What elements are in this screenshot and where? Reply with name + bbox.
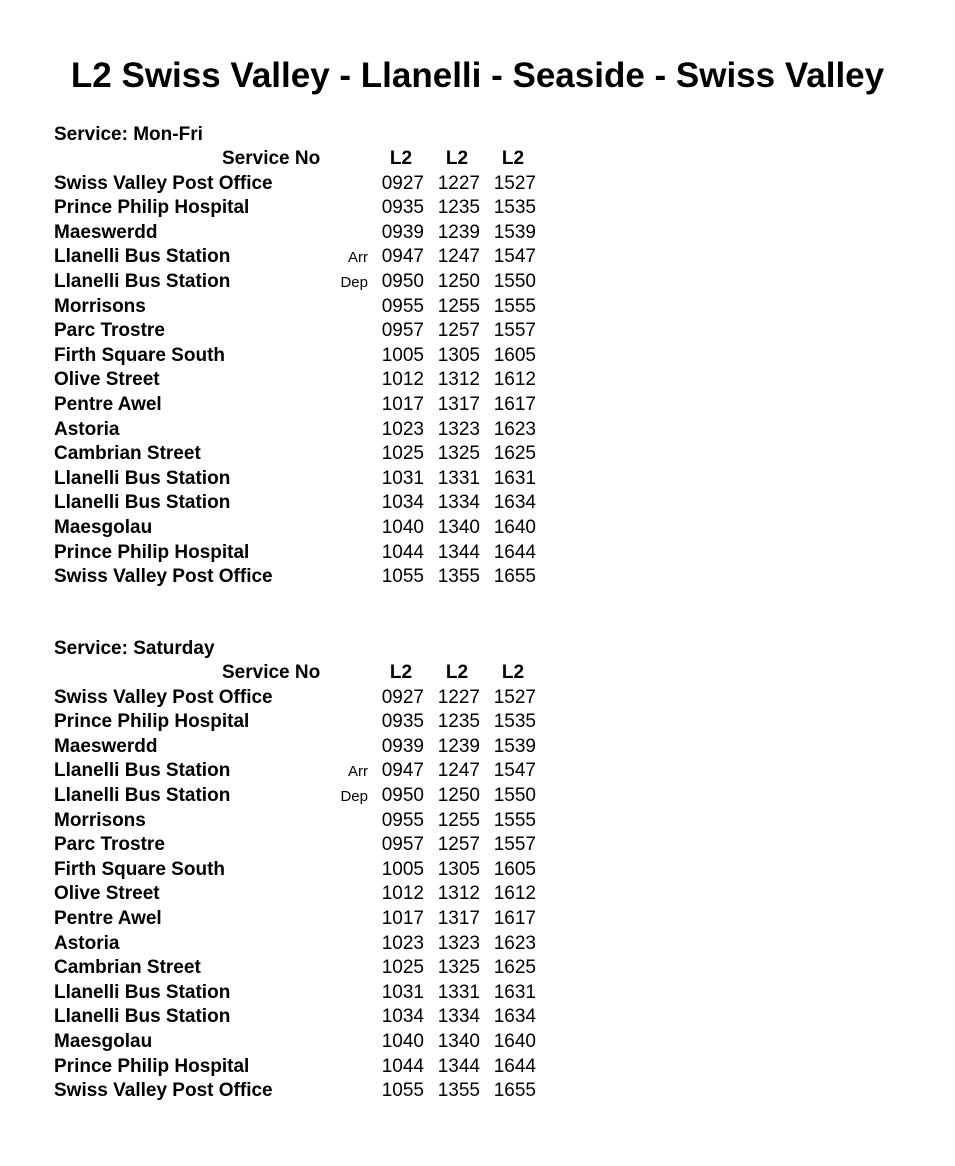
table-row [54,393,614,418]
departure-time: 1535 [493,197,536,219]
table-row [54,196,614,221]
departure-time: 1312 [437,883,480,905]
table-row [54,467,614,492]
column-header: L2 [389,662,413,683]
stop-name: Cambrian Street [54,957,201,979]
stop-name: Llanelli Bus Station [54,246,231,268]
departure-time: 1055 [381,566,424,588]
departure-time: 0947 [381,246,424,268]
departure-time: 0950 [381,784,424,806]
departure-time: 1044 [381,541,424,563]
stop-name: Cambrian Street [54,443,201,465]
table-row [54,172,614,197]
departure-time: 1323 [437,418,480,440]
page-title: L2 Swiss Valley - Llanelli - Seaside - Swiss Valley [70,56,885,95]
column-header: L2 [501,148,525,169]
departure-time: 1623 [493,418,536,440]
departure-time: 1617 [493,907,536,929]
departure-time: 1005 [381,858,424,880]
table-row [54,784,614,809]
departure-time: 1239 [437,735,480,757]
column-header: L2 [445,662,469,683]
table-row [54,418,614,443]
departure-time: 1317 [437,907,480,929]
stop-name: Parc Trostre [54,834,165,856]
table-row [54,981,614,1006]
table-row [54,1030,614,1055]
departure-time: 0939 [381,735,424,757]
departure-time: 1539 [493,735,536,757]
departure-time: 1557 [493,320,536,342]
departure-time: 1527 [493,686,536,708]
departure-time: 1312 [437,369,480,391]
departure-time: 1305 [437,858,480,880]
departure-time: 1617 [493,393,536,415]
stop-name: Morrisons [54,295,146,317]
table-row [54,491,614,516]
table-row [54,686,614,711]
stop-name: Prince Philip Hospital [54,541,250,563]
service-label: Service: Mon-Fri [54,124,203,145]
departure-time: 1255 [437,295,480,317]
departure-time: 1257 [437,320,480,342]
column-header: L2 [501,662,525,683]
departure-time: 1012 [381,883,424,905]
departure-time: 1355 [437,566,480,588]
departure-time: 1555 [493,809,536,831]
departure-time: 1623 [493,932,536,954]
departure-time: 1025 [381,443,424,465]
stop-name: Parc Trostre [54,320,165,342]
table-row [54,221,614,246]
departure-time: 1340 [437,1030,480,1052]
stop-name: Llanelli Bus Station [54,467,231,489]
departure-time: 1305 [437,344,480,366]
arr-dep-note: Dep [340,273,368,291]
departure-time: 0957 [381,834,424,856]
table-row [54,245,614,270]
stop-name: Llanelli Bus Station [54,981,231,1003]
departure-time: 1340 [437,516,480,538]
table-row [54,516,614,541]
table-row [54,1055,614,1080]
stop-name: Llanelli Bus Station [54,1006,231,1028]
table-row [54,833,614,858]
column-header: L2 [389,148,413,169]
table-row [54,907,614,932]
stop-name: Maesgolau [54,516,153,538]
departure-time: 1334 [437,1006,480,1028]
departure-time: 1017 [381,907,424,929]
departure-time: 1239 [437,221,480,243]
departure-time: 1631 [493,981,536,1003]
departure-time: 0935 [381,197,424,219]
stop-name: Astoria [54,932,120,954]
departure-time: 1547 [493,246,536,268]
departure-time: 1539 [493,221,536,243]
table-row [54,858,614,883]
departure-time: 1655 [493,1080,536,1102]
timetable-rows [54,686,614,1104]
arr-dep-note: Arr [348,763,368,781]
departure-time: 1535 [493,711,536,733]
departure-time: 1612 [493,883,536,905]
departure-time: 1025 [381,957,424,979]
stop-name: Pentre Awel [54,907,162,929]
header-row [54,661,614,686]
stop-name: Olive Street [54,369,160,391]
departure-time: 1044 [381,1055,424,1077]
column-header: L2 [445,148,469,169]
departure-time: 1644 [493,1055,536,1077]
departure-time: 1331 [437,981,480,1003]
departure-time: 1331 [437,467,480,489]
service-no-label: Service No [222,148,321,169]
table-row [54,710,614,735]
departure-time: 1023 [381,932,424,954]
departure-time: 1017 [381,393,424,415]
stop-name: Morrisons [54,809,146,831]
departure-time: 0955 [381,295,424,317]
departure-time: 1247 [437,246,480,268]
stop-name: Maesgolau [54,1030,153,1052]
departure-time: 1055 [381,1080,424,1102]
stop-name: Astoria [54,418,120,440]
table-row [54,344,614,369]
table-row [54,295,614,320]
departure-time: 1605 [493,858,536,880]
departure-time: 1547 [493,760,536,782]
table-row [54,759,614,784]
departure-time: 1550 [493,270,536,292]
departure-time: 1250 [437,270,480,292]
departure-time: 1640 [493,516,536,538]
stop-name: Swiss Valley Post Office [54,686,273,708]
departure-time: 1034 [381,492,424,514]
table-row [54,368,614,393]
departure-time: 1625 [493,957,536,979]
arr-dep-note: Arr [348,249,368,267]
service-no-label: Service No [222,662,321,683]
departure-time: 1235 [437,197,480,219]
stop-name: Pentre Awel [54,393,162,415]
departure-time: 1040 [381,1030,424,1052]
departure-time: 1344 [437,541,480,563]
table-row [54,565,614,590]
stop-name: Maeswerdd [54,221,158,243]
departure-time: 1634 [493,1006,536,1028]
table-row [54,442,614,467]
departure-time: 1557 [493,834,536,856]
departure-time: 1527 [493,172,536,194]
departure-time: 1550 [493,784,536,806]
stop-name: Llanelli Bus Station [54,784,231,806]
stop-name: Swiss Valley Post Office [54,566,273,588]
timetable-saturday [54,637,614,1104]
departure-time: 0950 [381,270,424,292]
stop-name: Olive Street [54,883,160,905]
departure-time: 1257 [437,834,480,856]
departure-time: 1031 [381,981,424,1003]
stop-name: Prince Philip Hospital [54,711,250,733]
departure-time: 1323 [437,932,480,954]
stop-name: Llanelli Bus Station [54,760,231,782]
table-row [54,882,614,907]
table-row [54,270,614,295]
arr-dep-note: Dep [340,787,368,805]
service-label: Service: Saturday [54,638,215,659]
departure-time: 1255 [437,809,480,831]
departure-time: 0927 [381,686,424,708]
departure-time: 0947 [381,760,424,782]
departure-time: 1355 [437,1080,480,1102]
timetable-mon-fri [54,123,614,590]
departure-time: 1334 [437,492,480,514]
departure-time: 0957 [381,320,424,342]
timetable-rows [54,172,614,590]
departure-time: 0955 [381,809,424,831]
table-row [54,1005,614,1030]
departure-time: 1227 [437,686,480,708]
stop-name: Maeswerdd [54,735,158,757]
departure-time: 0935 [381,711,424,733]
departure-time: 1325 [437,443,480,465]
departure-time: 1317 [437,393,480,415]
departure-time: 1005 [381,344,424,366]
table-row [54,956,614,981]
departure-time: 1247 [437,760,480,782]
departure-time: 1325 [437,957,480,979]
departure-time: 1640 [493,1030,536,1052]
header-row [54,147,614,172]
stop-name: Swiss Valley Post Office [54,172,273,194]
departure-time: 1634 [493,492,536,514]
departure-time: 1555 [493,295,536,317]
departure-time: 1012 [381,369,424,391]
stop-name: Llanelli Bus Station [54,270,231,292]
table-row [54,541,614,566]
departure-time: 0927 [381,172,424,194]
stop-name: Firth Square South [54,344,225,366]
departure-time: 1631 [493,467,536,489]
table-row [54,735,614,760]
departure-time: 1227 [437,172,480,194]
departure-time: 1031 [381,467,424,489]
table-row [54,809,614,834]
departure-time: 0939 [381,221,424,243]
departure-time: 1625 [493,443,536,465]
departure-time: 1605 [493,344,536,366]
departure-time: 1655 [493,566,536,588]
stop-name: Firth Square South [54,858,225,880]
departure-time: 1250 [437,784,480,806]
departure-time: 1235 [437,711,480,733]
departure-time: 1040 [381,516,424,538]
stop-name: Prince Philip Hospital [54,197,250,219]
departure-time: 1023 [381,418,424,440]
stop-name: Prince Philip Hospital [54,1055,250,1077]
table-row [54,932,614,957]
departure-time: 1344 [437,1055,480,1077]
table-row [54,319,614,344]
departure-time: 1612 [493,369,536,391]
departure-time: 1644 [493,541,536,563]
departure-time: 1034 [381,1006,424,1028]
table-row [54,1079,614,1104]
stop-name: Swiss Valley Post Office [54,1080,273,1102]
stop-name: Llanelli Bus Station [54,492,231,514]
